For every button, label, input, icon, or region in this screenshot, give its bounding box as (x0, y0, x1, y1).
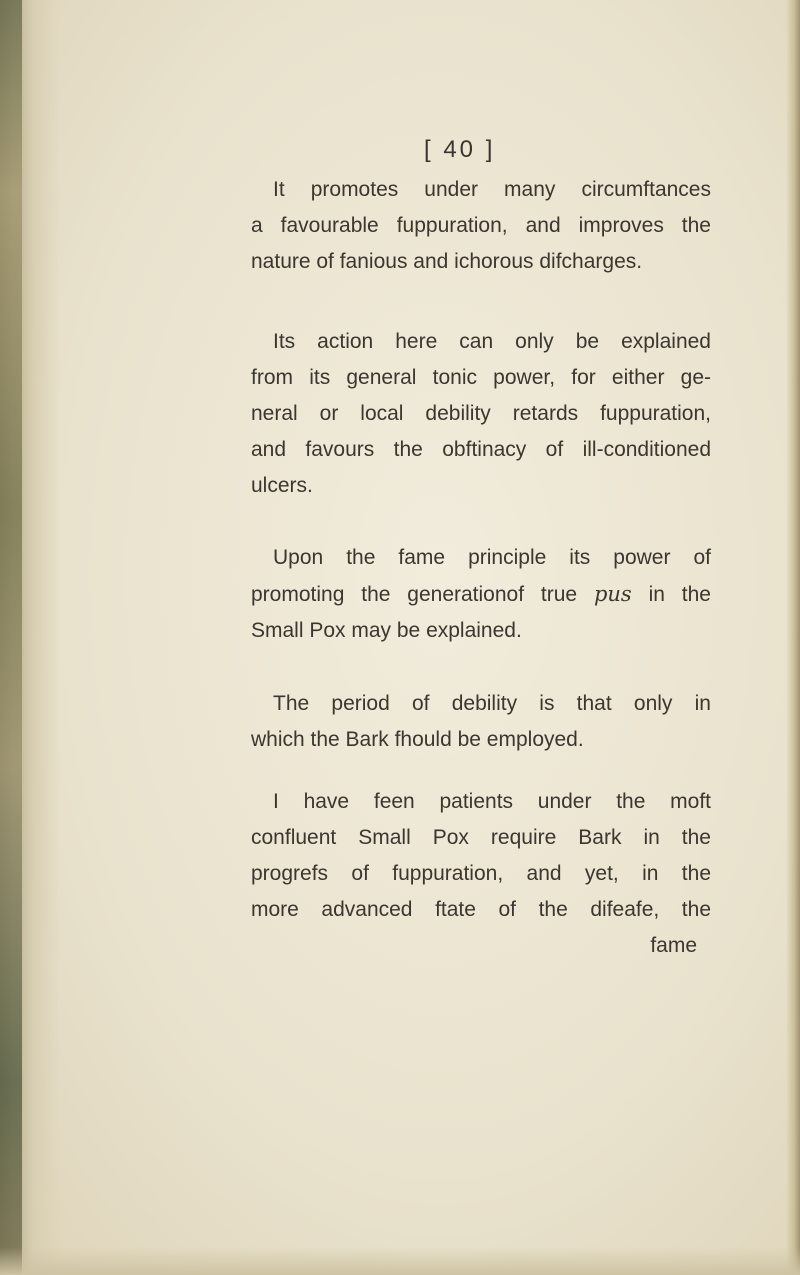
text-line: confluent Small Pox require Bark in the (251, 826, 711, 849)
text-line: which the Bark fhould be employed. (251, 728, 584, 751)
paragraph-4 (251, 686, 711, 758)
text-line: progrefs of fuppuration, and yet, in the (251, 862, 711, 885)
page-right-edge-shading (786, 0, 800, 1275)
text-line: Small Pox may be explained. (251, 619, 522, 642)
text-line: I have feen patients under the moft (273, 790, 711, 813)
paragraph-2 (251, 324, 711, 504)
catchword: fame (650, 934, 697, 957)
text-fragment: promoting the generationof true (251, 583, 594, 606)
text-line: and favours the obftinacy of ill-conditioned (251, 438, 711, 461)
text-line: Upon the fame principle its power of (273, 546, 711, 569)
text-line: It promotes under many circumftances (273, 178, 711, 201)
text-line: ulcers. (251, 474, 313, 497)
page-bottom-edge-shading (0, 1247, 800, 1275)
text-line: nature of fanious and ichorous difcharges. (251, 250, 643, 273)
binding-stain (0, 0, 22, 1275)
text-line: from its general tonic power, for either ge- (251, 366, 711, 389)
paragraph-5 (251, 784, 711, 964)
text-line: a favourable fuppuration, and improves the (251, 214, 711, 237)
text-line: Its action here can only be explained (273, 330, 711, 353)
page-number: [ 40 ] (424, 136, 496, 163)
paragraph-1 (251, 172, 711, 280)
text-line-with-italic (251, 576, 711, 613)
text-line: The period of debility is that only in (273, 692, 711, 715)
text-line: more advanced ftate of the difeafe, the (251, 898, 711, 921)
text-line: neral or local debility retards fuppuration, (251, 402, 711, 425)
paragraph-3 (251, 540, 711, 649)
text-fragment: in the (631, 583, 711, 606)
italic-word: pus (593, 582, 632, 606)
